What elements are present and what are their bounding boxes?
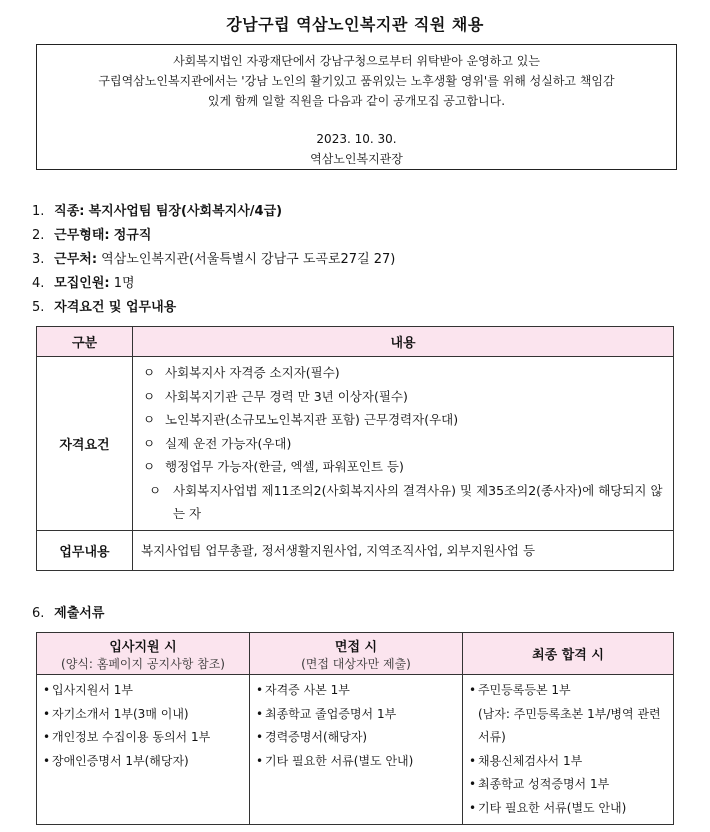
bullet-icon: • [256, 730, 264, 744]
item-number: 2. [32, 228, 45, 243]
bullet-icon: • [469, 777, 477, 791]
bullet-icon: • [469, 800, 477, 815]
list-item: (남자: 주민등록초본 1부/병역 관련 서류) [478, 706, 661, 744]
item-number: 1. [32, 204, 45, 219]
column-header-interview: 면접 시 (면접 대상자만 제출) [250, 633, 463, 675]
item-value: 역삼노인복지관(서울특별시 강남구 도곡로27길 27) [101, 252, 396, 267]
notice-box [36, 44, 677, 170]
table-row [37, 675, 674, 825]
list-item: ㅇ 사회복지사 자격증 소지자(필수) [143, 361, 673, 385]
item-job-type [32, 200, 282, 219]
table-row-duties [37, 530, 674, 570]
item-workplace [32, 248, 395, 267]
item-headcount [32, 272, 135, 291]
notice-line: 사회복지법인 자광재단에서 강남구청으로부터 위탁받아 운영하고 있는 [173, 54, 540, 68]
list-item: • 기타 필요한 서류(별도 안내) [256, 750, 456, 774]
item-number: 3. [32, 252, 45, 267]
list-item: ㅇ 노인복지관(소규모노인복지관 포함) 근무경력자(우대) [143, 408, 673, 432]
bullet-icon: • [43, 706, 51, 721]
list-item: • 주민등록등본 1부 [469, 679, 667, 703]
bullet-icon: • [43, 730, 51, 744]
notice-date: 2023. 10. 30. [316, 132, 397, 146]
list-item: ㅇ 사회복지사업법 제11조의2(사회복지사의 결격사유) 및 제35조의2(종사자)에 해당되지 않는 자 [143, 479, 673, 526]
circle-marker-icon: ㅇ [143, 435, 156, 451]
list-item: • 입사지원서 1부 [43, 679, 243, 703]
bullet-icon: • [469, 683, 477, 697]
bullet-icon: • [256, 683, 264, 697]
item-label: 직종: [54, 204, 85, 219]
list-item: • 채용신체검사서 1부 [469, 750, 667, 774]
item-value: 정규직 [113, 228, 152, 243]
list-item: • 자기소개서 1부(3매 이내) [43, 703, 243, 727]
list-item: • 경력증명서(해당자) [256, 726, 456, 750]
item-label: 근무형태: [54, 228, 110, 243]
documents-final-cell [463, 675, 674, 825]
documents-interview-cell [250, 675, 463, 825]
column-header-content: 내용 [133, 327, 674, 357]
notice-signer: 역삼노인복지관장 [310, 152, 403, 166]
item-employment-type [32, 224, 151, 243]
item-value: 1명 [113, 276, 135, 291]
list-item: • 장애인증명서 1부(해당자) [43, 750, 243, 774]
item-requirements-heading [32, 296, 176, 315]
column-header-final: 최종 합격 시 [463, 633, 674, 675]
documents-application-cell [37, 675, 250, 825]
column-header-application: 입사지원 시 (양식: 홈페이지 공지사항 참조) [37, 633, 250, 675]
table-header-row [37, 633, 674, 675]
requirements-table [36, 326, 674, 571]
circle-marker-icon: ㅇ [149, 482, 162, 498]
list-item: • 최종학교 성적증명서 1부 [469, 773, 667, 797]
item-value: 복지사업팀 팀장(사회복지사/4급) [88, 204, 283, 219]
circle-marker-icon: ㅇ [143, 412, 156, 427]
duties-cell: 복지사업팀 업무총괄, 정서생활지원사업, 지역조직사업, 외부지원사업 등 [133, 530, 674, 570]
table-row-qualifications [37, 357, 674, 531]
item-label: 근무처: [54, 252, 98, 267]
bullet-icon: • [256, 753, 264, 768]
list-item: • 개인정보 수집이용 동의서 1부 [43, 726, 243, 750]
item-label: 제출서류 [54, 606, 105, 621]
item-number: 6. [32, 606, 45, 621]
list-item: ㅇ 행정업무 가능자(한글, 엑셀, 파워포인트 등) [143, 455, 673, 479]
list-item: • 기타 필요한 서류(별도 안내) [469, 797, 667, 821]
bullet-icon: • [43, 683, 51, 697]
item-label: 자격요건 및 업무내용 [54, 300, 177, 315]
page-title: 강남구립 역삼노인복지관 직원 채용 [226, 15, 484, 34]
duties-label: 업무내용 [37, 530, 133, 570]
list-item: • 최종학교 졸업증명서 1부 [256, 703, 456, 727]
notice-line: 있게 함께 일할 직원을 다음과 같이 공개모집 공고합니다. [207, 94, 506, 108]
qualifications-label: 자격요건 [37, 357, 133, 531]
section-documents-heading [32, 602, 104, 621]
circle-marker-icon: ㅇ [143, 459, 156, 474]
notice-line: 구립역삼노인복지관에서는 '강남 노인의 활기있고 품위있는 노후생활 영위'를 위해 성실하고 책임감 [98, 74, 615, 88]
documents-table [36, 632, 674, 825]
item-number: 5. [32, 300, 45, 315]
bullet-icon: • [469, 753, 477, 768]
qualifications-cell [133, 357, 674, 531]
list-item: • 자격증 사본 1부 [256, 679, 456, 703]
bullet-icon: • [43, 753, 51, 768]
circle-marker-icon: ㅇ [143, 365, 156, 380]
list-item: ㅇ 실제 운전 가능자(우대) [143, 432, 673, 456]
item-number: 4. [32, 276, 45, 291]
bullet-icon: • [256, 706, 264, 721]
item-label: 모집인원: [54, 276, 110, 291]
list-item: ㅇ 사회복지기관 근무 경력 만 3년 이상자(필수) [143, 385, 673, 409]
column-header-category: 구분 [37, 327, 133, 357]
table-header-row [37, 327, 674, 357]
circle-marker-icon: ㅇ [143, 388, 156, 404]
